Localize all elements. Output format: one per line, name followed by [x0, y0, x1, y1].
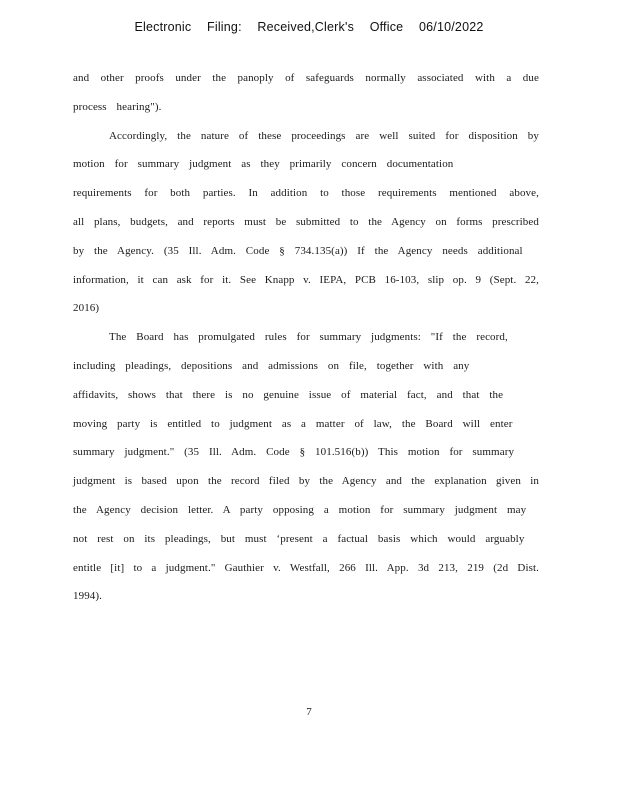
text-line: not rest on its pleadings, but must ‘present a factual basis which would arguably [73, 532, 525, 545]
page-number: 7 [306, 706, 312, 718]
text-line: process hearing"). [73, 100, 162, 113]
text-line: the Agency decision letter. A party opposing a motion for summary judgment may [73, 503, 527, 516]
text-line: including pleadings, depositions and admissions on file, together with any [73, 359, 470, 372]
text-line: information, it can ask for it. See Knapp v. IEPA, PCB 16-103, slip op. 9 (Sept. 22, [73, 273, 539, 286]
text-line: all plans, budgets, and reports must be submitted to the Agency on forms prescribed [73, 215, 539, 228]
text-line: affidavits, shows that there is no genuine issue of material fact, and that the [73, 388, 504, 401]
text-line: judgment is based upon the record filed by the Agency and the explanation given in [73, 475, 539, 488]
text-line: entitle [it] to a judgment." Gauthier v. Westfall, 266 Ill. App. 3d 213, 219 (2d Dist. [73, 561, 539, 574]
text-line: requirements for both parties. In addition to those requirements mentioned above, [73, 187, 539, 200]
text-line: motion for summary judgment as they primarily concern documentation [73, 158, 454, 171]
text-line: Accordingly, the nature of these proceedings are well suited for disposition by [109, 129, 539, 142]
text-line: by the Agency. (35 Ill. Adm. Code § 734.135(a)) If the Agency needs additional [73, 244, 523, 257]
text-line: and other proofs under the panoply of safeguards normally associated with a due [73, 72, 539, 84]
text-line: The Board has promulgated rules for summary judgments: "If the record, [109, 331, 508, 344]
text-line: 2016) [73, 302, 100, 315]
filing-header: Electronic Filing: Received,Clerk's Office 06/10/2022 [134, 20, 484, 34]
text-line: summary judgment." (35 Ill. Adm. Code § 101.516(b)) This motion for summary [73, 446, 515, 459]
text-line: moving party is entitled to judgment as a matter of law, the Board will enter [73, 417, 513, 430]
text-line: 1994). [73, 590, 103, 603]
document-body [73, 64, 539, 611]
